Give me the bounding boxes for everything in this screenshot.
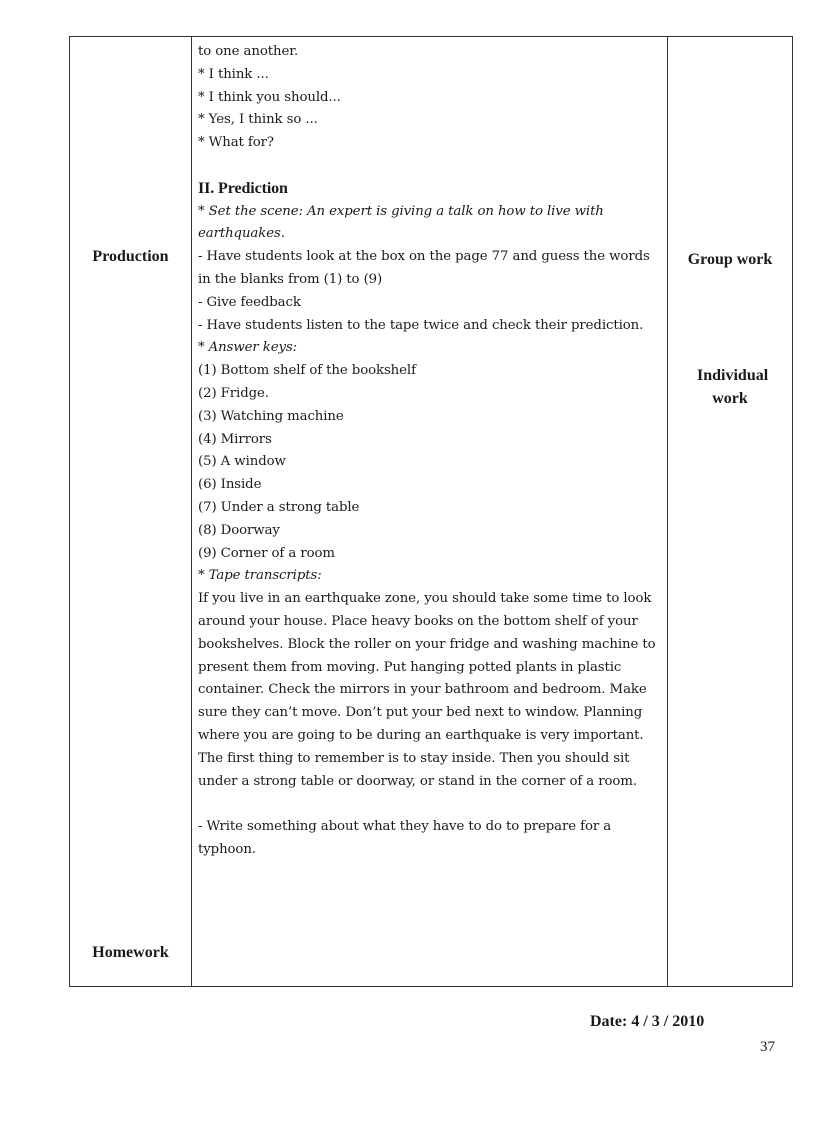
page-number: 37 bbox=[760, 1039, 775, 1055]
answer-key: (4) Mirrors bbox=[198, 431, 272, 447]
set-scene-note: * Set the scene: An expert is giving a talk on how to live with earthquakes. bbox=[198, 203, 604, 242]
answer-key: (1) Bottom shelf of the bookshelf bbox=[198, 363, 416, 379]
stage-homework: Homework bbox=[92, 944, 169, 961]
intro-line: * I think ... bbox=[198, 66, 269, 82]
answer-keys-label: * Answer keys: bbox=[198, 340, 298, 356]
answer-key: (6) Inside bbox=[198, 477, 262, 493]
organisation-individual-work: Individual work bbox=[697, 367, 769, 407]
prediction-heading: II. Prediction bbox=[198, 179, 288, 197]
homework-task: - Write something about what they have to do to prepare for a typhoon. bbox=[198, 819, 612, 857]
intro-line: * Yes, I think so ... bbox=[198, 112, 318, 128]
organisation-group-work: Group work bbox=[687, 251, 773, 268]
answer-key: (3) Watching machine bbox=[198, 408, 344, 424]
intro-line: * I think you should... bbox=[198, 89, 341, 105]
answer-key: (5) A window bbox=[198, 454, 286, 470]
answer-key: (7) Under a strong table bbox=[198, 499, 360, 515]
intro-line: to one another. bbox=[198, 44, 299, 59]
tape-transcript: If you live in an earthquake zone, you should take some time to look around your house. Place heavy books on the bottom shelf of your bookshelves. Block the roller on your fridge and washing machine to present them from moving. Put hanging potted plants in plastic container. Check the mirrors in your bathroom and bedroom. Make sure they can’t move. Don’t put your bed next to window. Planning where you are going to be during an earthquake is very important. The first thing to remember is to stay inside. Then you should sit under a strong table or doorway, or stand in the corner of a room. bbox=[198, 591, 656, 789]
step-item: - Have students listen to the tape twice and check their prediction. bbox=[198, 317, 644, 333]
lesson-date: Date: 4 / 3 / 2010 bbox=[590, 1013, 705, 1030]
lesson-table bbox=[69, 36, 793, 987]
answer-key: (9) Corner of a room bbox=[198, 545, 335, 561]
answer-key: (2) Fridge. bbox=[198, 385, 269, 401]
column-divider bbox=[191, 37, 192, 986]
lesson-content bbox=[198, 41, 663, 862]
intro-line: * What for? bbox=[198, 135, 274, 151]
column-divider bbox=[667, 37, 668, 986]
step-item: - Give feedback bbox=[198, 294, 301, 310]
step-item: - Have students look at the box on the page 77 and guess the words in the blanks from (1) to (9) bbox=[198, 249, 650, 287]
answer-key: (8) Doorway bbox=[198, 522, 280, 538]
transcript-label: * Tape transcripts: bbox=[198, 568, 322, 584]
stage-production: Production bbox=[92, 248, 169, 265]
